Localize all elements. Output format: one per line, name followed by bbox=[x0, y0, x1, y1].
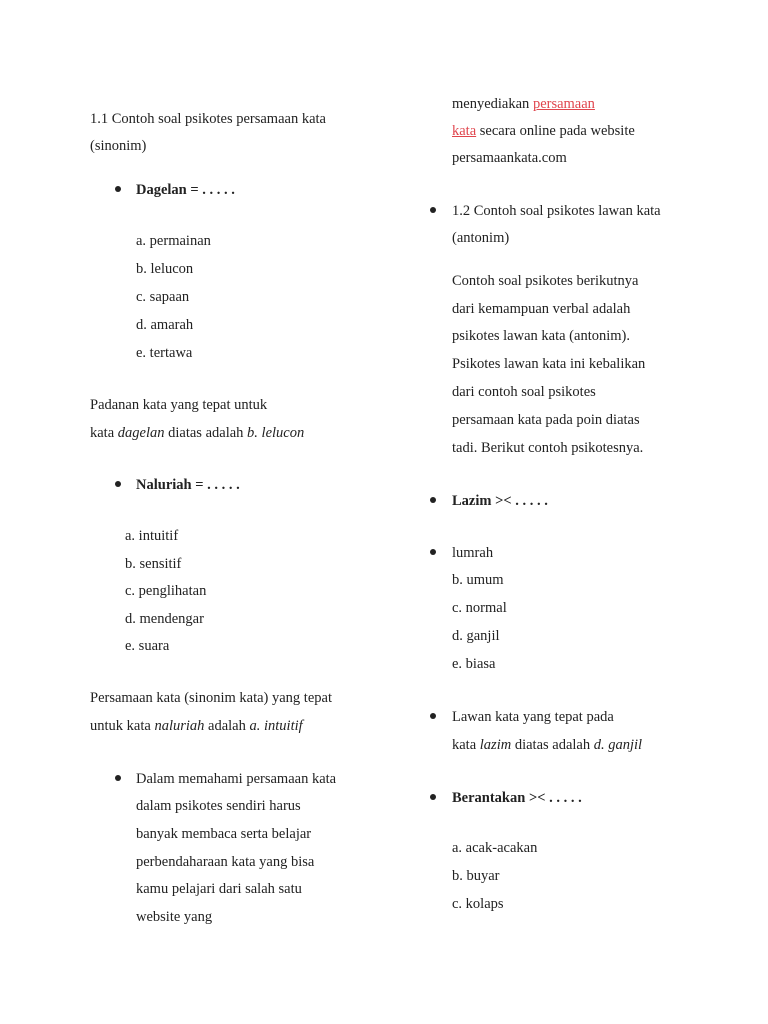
continued-line1: menyediakan persamaan bbox=[452, 96, 595, 112]
option-b: b. umum bbox=[452, 572, 504, 588]
bullet-icon bbox=[115, 481, 121, 487]
intro-line: persamaan kata pada poin diatas bbox=[452, 412, 640, 428]
bullet-icon bbox=[430, 549, 436, 555]
option-c: c. sapaan bbox=[136, 289, 190, 305]
intro-line: Contoh soal psikotes berikutnya bbox=[452, 273, 639, 289]
tip-line: website yang bbox=[136, 909, 213, 925]
option-a: lumrah bbox=[452, 545, 494, 561]
question-dagelan: Dagelan = . . . . . bbox=[136, 182, 235, 198]
option-b: b. buyar bbox=[452, 868, 500, 884]
intro-line: dari contoh soal psikotes bbox=[452, 384, 596, 400]
option-d: d. mendengar bbox=[125, 611, 204, 627]
tip-line: kamu pelajari dari salah satu bbox=[136, 881, 302, 897]
option-c: c. normal bbox=[452, 600, 507, 616]
option-e: e. biasa bbox=[452, 656, 496, 672]
tip-line: perbendaharaan kata yang bisa bbox=[136, 854, 315, 870]
link-persamaan-kata[interactable]: persamaan bbox=[532, 96, 595, 112]
intro-line: dari kemampuan verbal adalah bbox=[452, 301, 631, 317]
bullet-icon bbox=[430, 497, 436, 503]
answer-lazim-line2: kata lazim diatas adalah d. ganjil bbox=[452, 737, 643, 753]
option-d: d. ganjil bbox=[452, 628, 500, 644]
question-berantakan: Berantakan >< . . . . . bbox=[452, 790, 582, 806]
bullet-icon bbox=[430, 207, 436, 213]
option-e: e. tertawa bbox=[136, 345, 193, 361]
section-heading-sinonim-line1: 1.1 Contoh soal psikotes persamaan kata bbox=[90, 111, 326, 127]
intro-line: Psikotes lawan kata ini kebalikan bbox=[452, 356, 646, 372]
question-lazim: Lazim >< . . . . . bbox=[452, 493, 548, 509]
link-persamaan-kata[interactable]: kata bbox=[452, 123, 477, 139]
tip-line: dalam psikotes sendiri harus bbox=[136, 798, 301, 814]
continued-line2: kata secara online pada website bbox=[452, 123, 635, 139]
continued-line3: persamaankata.com bbox=[452, 150, 567, 166]
section-heading-antonim-line2: (antonim) bbox=[452, 230, 510, 246]
tip-line: banyak membaca serta belajar bbox=[136, 826, 312, 842]
answer-naluriah-line1: Persamaan kata (sinonim kata) yang tepat bbox=[90, 690, 332, 706]
answer-dagelan-line1: Padanan kata yang tepat untuk bbox=[90, 397, 268, 413]
option-b: b. sensitif bbox=[125, 556, 182, 572]
question-naluriah: Naluriah = . . . . . bbox=[136, 477, 240, 493]
section-heading-sinonim-line2: (sinonim) bbox=[90, 138, 147, 154]
intro-line: tadi. Berikut contoh psikotesnya. bbox=[452, 440, 644, 456]
answer-dagelan-line2: kata dagelan diatas adalah b. lelucon bbox=[90, 425, 305, 441]
option-b: b. lelucon bbox=[136, 261, 194, 277]
option-d: d. amarah bbox=[136, 317, 194, 333]
option-e: e. suara bbox=[125, 638, 170, 654]
answer-naluriah-line2: untuk kata naluriah adalah a. intuitif bbox=[90, 718, 303, 734]
option-a: a. intuitif bbox=[125, 528, 179, 544]
intro-line: psikotes lawan kata (antonim). bbox=[452, 328, 630, 344]
option-c: c. kolaps bbox=[452, 896, 504, 912]
bullet-icon bbox=[430, 713, 436, 719]
section-heading-antonim-line1: 1.2 Contoh soal psikotes lawan kata bbox=[452, 203, 661, 219]
option-a: a. acak-acakan bbox=[452, 840, 538, 856]
option-c: c. penglihatan bbox=[125, 583, 207, 599]
tip-line: Dalam memahami persamaan kata bbox=[136, 771, 337, 787]
bullet-icon bbox=[115, 775, 121, 781]
answer-lazim-line1: Lawan kata yang tepat pada bbox=[452, 709, 614, 725]
bullet-icon bbox=[430, 794, 436, 800]
bullet-icon bbox=[115, 186, 121, 192]
option-a: a. permainan bbox=[136, 233, 211, 249]
